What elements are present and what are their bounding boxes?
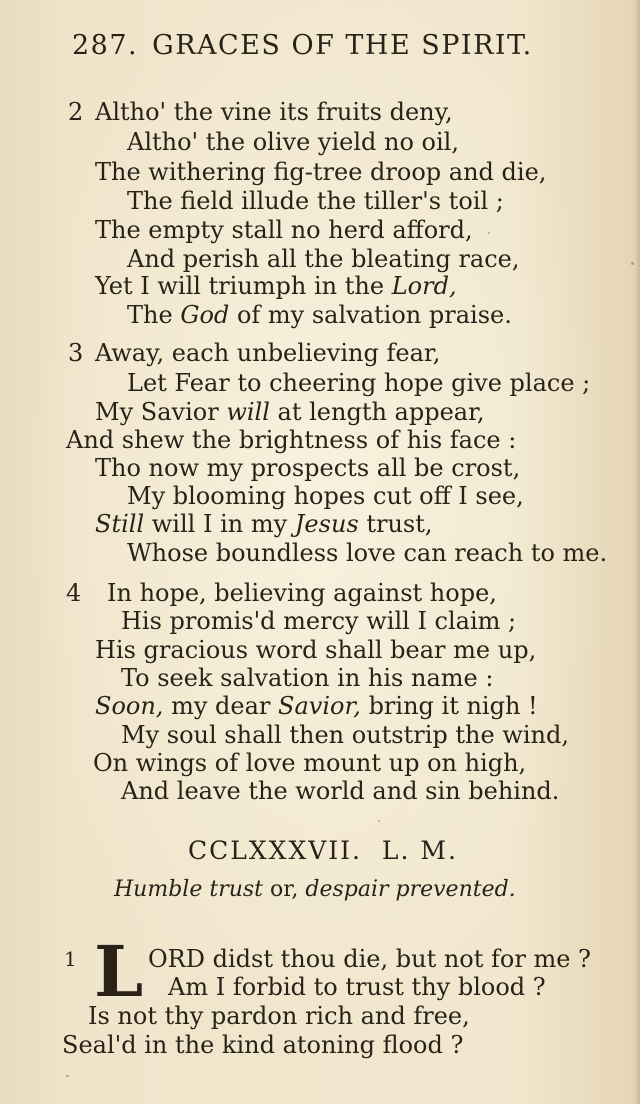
- verse-line: On wings of love mount up on high,: [93, 749, 527, 777]
- emphasis-text: Lord,: [391, 272, 457, 300]
- verse-line: Seal'd in the kind atoning flood ?: [62, 1031, 464, 1059]
- stanza-number: 3: [68, 339, 84, 367]
- verse-text: My Savior: [95, 398, 219, 426]
- verse-line: ORD didst thou die, but not for me ?: [148, 945, 591, 973]
- verse-line: Let Fear to cheering hope give place ;: [127, 369, 591, 397]
- subtitle-text: or,: [270, 877, 299, 902]
- emphasis-text: Soon,: [95, 692, 164, 720]
- hymn-heading: [188, 836, 458, 865]
- verse-line: Away, each unbelieving fear,: [95, 339, 441, 367]
- verse-line: The empty stall no herd afford,: [95, 216, 473, 244]
- verse-text: my dear: [171, 692, 271, 720]
- verse-line: And leave the world and sin behind.: [121, 777, 560, 805]
- hymn-subtitle: [114, 877, 516, 902]
- verse-line: Altho' the vine its fruits deny,: [95, 98, 453, 126]
- verse-text: Yet I will triumph in the: [95, 272, 385, 300]
- subtitle-text: despair prevented.: [305, 877, 516, 902]
- hymn-meter: L. M.: [381, 836, 458, 865]
- verse-text: trust,: [366, 510, 433, 538]
- verse-line: [95, 509, 433, 539]
- hymn-number: CCLXXXVII.: [188, 836, 363, 865]
- verse-text: will I in my: [151, 510, 288, 538]
- emphasis-text: Still: [95, 510, 145, 538]
- paper-speck: [66, 1075, 69, 1077]
- verse-line: Am I forbid to trust thy blood ?: [168, 973, 546, 1001]
- stanza-number: 2: [68, 98, 84, 126]
- verse-line: His gracious word shall bear me up,: [95, 636, 537, 664]
- verse-text: bring it nigh !: [368, 692, 538, 720]
- page-number: 287.: [72, 30, 139, 61]
- verse-line: And perish all the bleating race,: [127, 245, 520, 273]
- emphasis-text: Savior,: [278, 692, 361, 720]
- running-header: [72, 30, 532, 70]
- running-title: GRACES OF THE SPIRIT.: [152, 30, 533, 61]
- verse-line: The withering fig-tree droop and die,: [95, 158, 547, 186]
- subtitle-text: Humble trust: [114, 877, 264, 902]
- verse-line: Tho now my prospects all be crost,: [95, 454, 521, 482]
- verse-text: of my salvation praise.: [236, 301, 512, 329]
- stanza-number: 1: [64, 947, 77, 971]
- paper-speck: [631, 262, 634, 265]
- verse-line: And shew the brightness of his face :: [66, 426, 517, 454]
- verse-line: [95, 691, 538, 721]
- verse-line: To seek salvation in his name :: [121, 664, 494, 692]
- verse-line: In hope, believing against hope,: [107, 579, 497, 607]
- verse-text: at length appear,: [277, 398, 485, 426]
- verse-line: [95, 271, 457, 301]
- verse-line: My blooming hopes cut off I see,: [127, 482, 524, 510]
- verse-line: Altho' the olive yield no oil,: [127, 128, 459, 156]
- verse-line: Is not thy pardon rich and free,: [88, 1002, 470, 1030]
- emphasis-text: God: [180, 301, 230, 329]
- verse-line: His promis'd mercy will I claim ;: [121, 607, 517, 635]
- verse-text: The: [127, 301, 173, 329]
- drop-cap: L: [94, 930, 144, 1013]
- emphasis-text: Jesus: [294, 510, 359, 538]
- verse-line: Whose boundless love can reach to me.: [127, 539, 608, 567]
- verse-line: My soul shall then outstrip the wind,: [121, 721, 569, 749]
- verse-line: The field illude the tiller's toil ;: [127, 187, 504, 215]
- verse-line: [127, 300, 512, 330]
- stanza-number: 4: [66, 579, 82, 607]
- paper-speck: [378, 820, 380, 822]
- page-edge-shadow: [634, 0, 640, 1104]
- paper-speck: [488, 232, 490, 234]
- emphasis-text: will: [226, 398, 270, 426]
- verse-line: [95, 397, 485, 427]
